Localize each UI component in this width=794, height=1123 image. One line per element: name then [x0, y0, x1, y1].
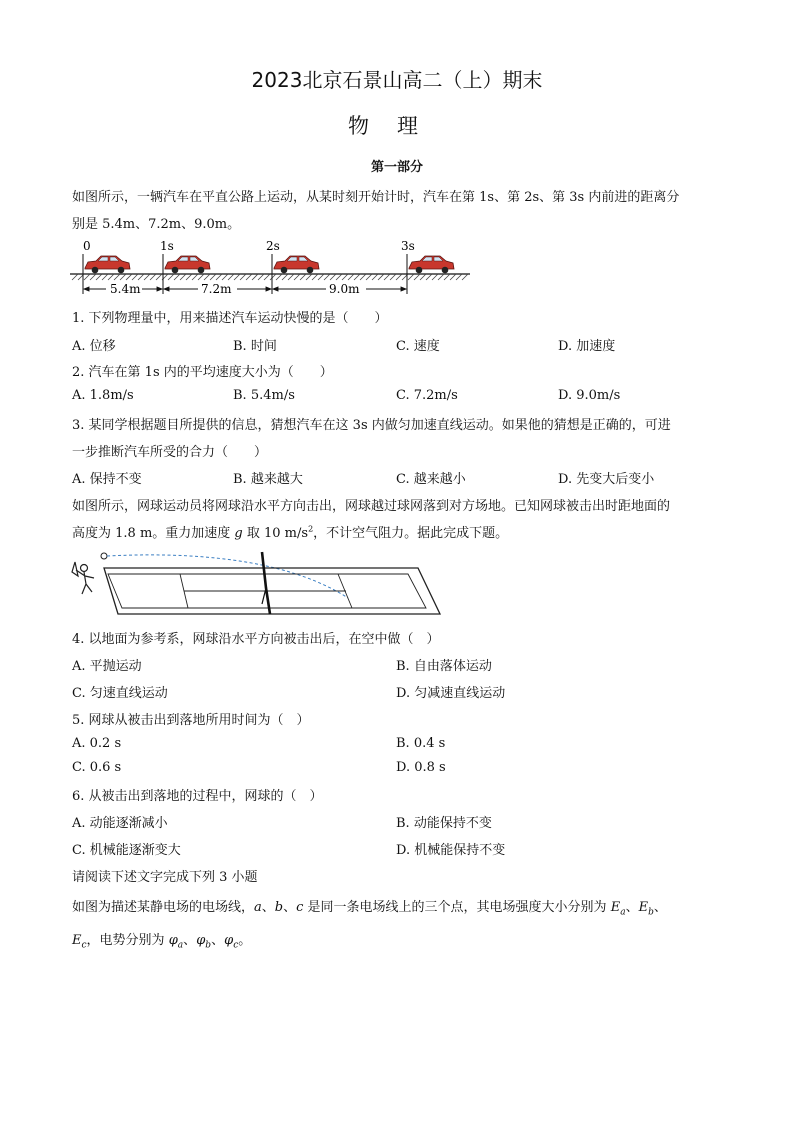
player-figure: [72, 562, 94, 594]
q2-option-a[interactable]: A. 1.8m/s: [72, 388, 134, 403]
road-hatching: [72, 274, 468, 280]
distance-label-2: 7.2m: [201, 282, 232, 296]
car-icon-1s: [165, 256, 210, 273]
q6-option-c[interactable]: C. 机械能逐渐变大: [72, 843, 181, 858]
time-label-0: 0: [83, 239, 91, 253]
intro-car-line1: 如图所示，一辆汽车在平直公路上运动，从某时刻开始计时，汽车在第 1s、第 2s、第 3s 内前进的距离分: [72, 190, 680, 205]
q3-option-d[interactable]: D. 先变大后变小: [558, 472, 655, 487]
car-icon-2s: [274, 256, 319, 273]
q6-stem: 6. 从被击出到落地的过程中，网球的（ ）: [72, 789, 323, 804]
q3-option-c[interactable]: C. 越来越小: [396, 472, 466, 487]
q3-stem-line2: 一步推断汽车所受的合力（ ）: [72, 445, 268, 460]
q5-option-b[interactable]: B. 0.4 s: [396, 736, 446, 751]
q1-option-b[interactable]: B. 时间: [233, 339, 277, 354]
tennis-court-figure: [70, 548, 450, 620]
q1-stem: 1. 下列物理量中，用来描述汽车运动快慢的是（ ）: [72, 311, 388, 326]
intro-tennis-line2: 高度为 1.8 m。重力加速度 g 取 10 $m/s^2$，不计空气阻力。据此完成下题。: [72, 524, 509, 541]
tennis-net: [262, 552, 270, 614]
q3-stem-line1: 3. 某同学根据题目所提供的信息，猜想汽车在这 3s 内做匀加速直线运动。如果他的猜想是正确的，可进: [72, 418, 671, 433]
time-label-3s: 3s: [401, 239, 415, 253]
tennis-ball: [101, 553, 107, 559]
q4-option-a[interactable]: A. 平抛运动: [72, 659, 142, 674]
q5-option-d[interactable]: D. 0.8 s: [396, 760, 446, 775]
q3-option-b[interactable]: B. 越来越大: [233, 472, 303, 487]
q2-option-c[interactable]: C. 7.2m/s: [396, 388, 458, 403]
q4-stem: 4. 以地面为参考系，网球沿水平方向被击出后，在空中做（ ）: [72, 632, 440, 647]
time-label-2s: 2s: [266, 239, 280, 253]
distance-label-1: 5.4m: [110, 282, 141, 296]
intro-field-line2: $E_c$，电势分别为 $\varphi_a$、$\varphi_b$、$\varphi_c$。: [72, 933, 252, 951]
car-motion-figure: [70, 236, 475, 300]
q4-option-d[interactable]: D. 匀减速直线运动: [396, 686, 506, 701]
time-label-1s: 1s: [160, 239, 174, 253]
q6-option-b[interactable]: B. 动能保持不变: [396, 816, 492, 831]
q6-option-a[interactable]: A. 动能逐渐减小: [72, 816, 168, 831]
q4-option-b[interactable]: B. 自由落体运动: [396, 659, 492, 674]
q1-option-c[interactable]: C. 速度: [396, 339, 440, 354]
subject-title: 物理: [348, 114, 446, 138]
q5-option-a[interactable]: A. 0.2 s: [72, 736, 122, 751]
q2-stem: 2. 汽车在第 1s 内的平均速度大小为（ ）: [72, 365, 333, 380]
q1-option-d[interactable]: D. 加速度: [558, 339, 616, 354]
car-icon-0: [85, 256, 130, 273]
q6-option-d[interactable]: D. 机械能保持不变: [396, 843, 506, 858]
q2-option-d[interactable]: D. 9.0m/s: [558, 388, 621, 403]
part-heading: 第一部分: [370, 160, 423, 175]
exam-title: 2023北京石景山高二（上）期末: [251, 68, 543, 92]
q2-option-b[interactable]: B. 5.4m/s: [233, 388, 295, 403]
q3-option-a[interactable]: A. 保持不变: [72, 472, 142, 487]
q5-stem: 5. 网球从被击出到落地所用时间为（ ）: [72, 713, 310, 728]
distance-label-3: 9.0m: [329, 282, 360, 296]
reading-instruction: 请阅读下述文字完成下列 3 小题: [72, 870, 258, 885]
q4-option-c[interactable]: C. 匀速直线运动: [72, 686, 168, 701]
intro-tennis-line1: 如图所示，网球运动员将网球沿水平方向击出，网球越过球网落到对方场地。已知网球被击出时距地面的: [72, 499, 671, 514]
q5-option-c[interactable]: C. 0.6 s: [72, 760, 122, 775]
q1-option-a[interactable]: A. 位移: [72, 339, 116, 354]
intro-car-line2: 别是 5.4m、7.2m、9.0m。: [72, 217, 241, 232]
ball-trajectory: [107, 555, 348, 598]
car-icon-3s: [409, 256, 454, 273]
intro-field-line1: 如图为描述某静电场的电场线，a、b、c 是同一条电场线上的三个点，其电场强度大小分别为 $E_a$、$E_b$、: [72, 900, 667, 918]
